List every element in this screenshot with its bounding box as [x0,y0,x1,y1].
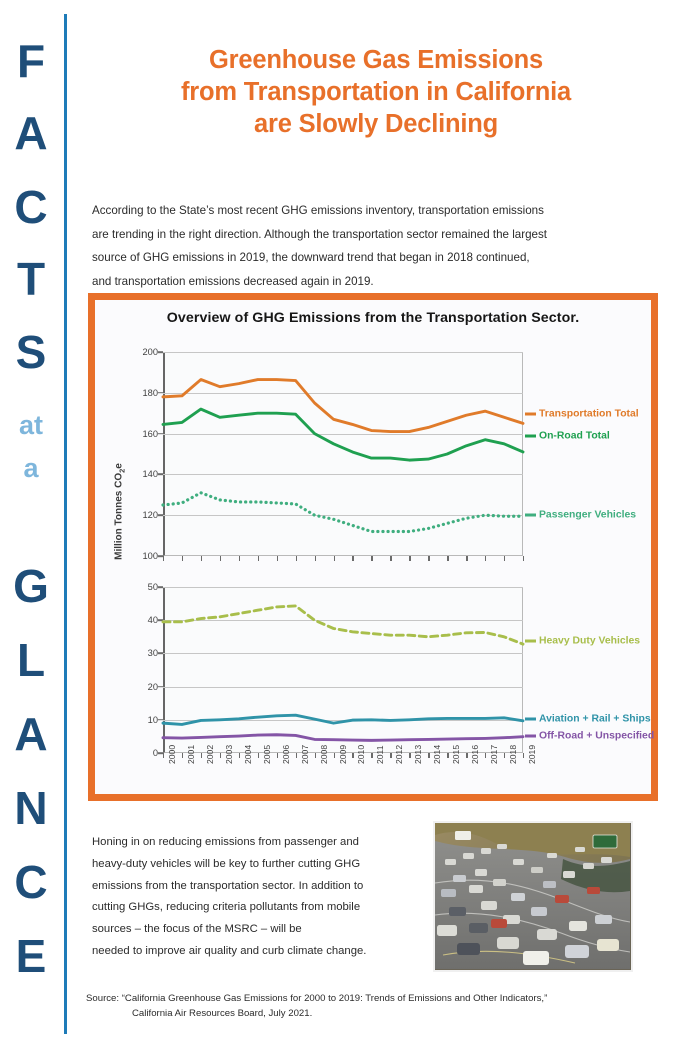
title-line-3: are Slowly Declining [254,110,498,139]
facts-at-a-glance-rail [0,0,84,1047]
y-axis-tick-label: 10 [147,714,158,725]
x-axis-tick-mark [315,556,316,561]
body-line-4: cutting GHGs, reducing criteria pollutants from mobile [92,901,361,914]
x-axis-tick-label: 2018 [508,744,519,764]
rail-letter-c2: C [14,856,48,908]
intro-line-3: source of GHG emissions in 2019, the downward trend that began in 2018 continued, [92,251,530,265]
y-axis-tick-label: 100 [142,551,158,561]
x-axis-tick-mark [447,753,448,758]
y-axis-tick-label: 200 [142,347,158,357]
x-axis-tick-mark [163,753,164,758]
source-line-2: California Air Resources Board, July 2021. [132,1008,313,1020]
x-axis-tick-mark [428,753,429,758]
freeway-traffic-illustration [435,823,630,969]
y-axis-tick-label: 30 [147,648,158,659]
rail-letter-t: T [16,253,46,305]
rail-letter-a2: A [14,708,48,760]
body-paragraph [92,832,422,963]
x-axis-tick-mark [428,556,429,561]
x-axis-tick-mark [504,753,505,758]
rail-letter-f: F [16,35,46,87]
x-axis-tick-mark [466,556,467,561]
x-axis-tick-mark [504,556,505,561]
x-axis-tick-mark [390,556,391,561]
chart-y-axis-title: Million Tonnes $CO_2e$ [113,463,127,560]
legend-label: Transportation Total [539,408,639,420]
body-line-2: heavy-duty vehicles will be key to further cutting GHG [92,857,361,870]
body-line-3: emissions from the transportation sector. In addition to [92,879,364,892]
x-axis-tick-mark [258,556,259,561]
legend-swatch [525,717,536,720]
legend-label: Heavy Duty Vehicles [539,635,641,647]
x-axis-tick-label: 2007 [299,744,310,764]
x-axis-tick-label: 2011 [375,745,386,764]
x-axis-tick-label: 2001 [185,744,196,764]
x-axis-tick-mark [201,753,202,758]
page-title [96,44,656,140]
x-axis-tick-label: 2010 [356,744,367,764]
series-line [163,409,523,460]
lower-plot-area [147,582,655,764]
x-axis-tick-mark [315,753,316,758]
chart-title: Overview of GHG Emissions from the Transportation Sector. [166,310,580,326]
legend-swatch [525,734,536,737]
x-axis-tick-mark [523,753,524,758]
x-axis-tick-label: 2003 [223,744,234,764]
y-axis-tick-label: 140 [142,469,158,480]
x-axis-tick-label: 2008 [318,744,329,764]
y-axis-tick-label: 0 [152,748,158,758]
legend-label: Passenger Vehicles [539,509,637,521]
rail-letter-g: G [13,560,49,612]
body-line-5: sources – the focus of the MSRC – will be [92,923,302,936]
x-axis-tick-mark [466,753,467,758]
series-line [163,735,523,741]
series-layer [163,352,523,556]
rail-letter-c: C [14,181,48,233]
x-axis-tick-mark [182,556,183,561]
x-axis-tick-mark [409,556,410,561]
x-axis-tick-mark [258,753,259,758]
freeway-traffic-photo [433,821,633,972]
body-line-6: needed to improve air quality and curb climate change. [92,944,367,957]
title-line-1: Greenhouse Gas Emissions [209,46,543,74]
x-axis-tick-label: 2014 [432,744,443,764]
legend-swatch [525,434,536,437]
x-axis-tick-mark [523,556,524,561]
x-axis-tick-mark [390,753,391,758]
x-axis-tick-label: 2016 [470,744,481,764]
x-axis-tick-label: 2017 [489,744,500,764]
x-axis-tick-mark [371,556,372,561]
x-axis-tick-mark [277,556,278,561]
x-axis-tick-mark [296,556,297,561]
y-axis-tick-label: 20 [147,681,158,692]
legend-label: Aviation + Rail + Ships [539,713,651,725]
series-line [163,493,523,532]
x-axis-tick-label: 2019 [527,744,537,764]
legend-label: Off-Road + Unspecified [539,730,655,742]
legend-swatch [525,514,536,517]
body-line-1: Honing in on reducing emissions from passenger and [92,836,359,848]
y-axis-tick-label: 40 [147,615,158,626]
series-line [163,715,523,724]
title-line-2: from Transportation in California [180,78,572,107]
legend-swatch [525,413,536,416]
x-axis-tick-label: 2005 [261,744,272,764]
x-axis-tick-mark [163,556,164,561]
x-axis-tick-mark [352,753,353,758]
source-line-1: Source: “California Greenhouse Gas Emissions for 2000 to 2019: Trends of Emissions and Other Indicators,” [86,993,548,1004]
rail-vertical-line [64,14,67,1034]
chart-card [88,293,658,801]
x-axis-tick-label: 2004 [242,744,253,764]
x-axis-tick-mark [485,753,486,758]
rail-word-at: at [18,410,43,440]
series-line [163,380,523,432]
y-axis-tick-label: 50 [147,582,158,592]
x-axis-tick-mark [201,556,202,561]
y-axis-tick-label: 120 [142,510,158,521]
intro-line-4: and transportation emissions decreased again in 2019. [92,274,374,288]
x-axis-tick-label: 2012 [394,744,405,764]
x-axis-tick-mark [182,753,183,758]
legend-label: On-Road Total [539,430,610,442]
intro-line-1: According to the State’s most recent GHG emissions inventory, transportation emissions [92,204,544,217]
x-axis-tick-mark [220,753,221,758]
x-axis-tick-mark [277,753,278,758]
x-axis-tick-label: 2002 [204,744,215,764]
rail-letter-a: A [14,107,48,159]
rail-letter-e: E [15,930,47,982]
x-axis-tick-mark [239,753,240,758]
x-axis-tick-mark [447,556,448,561]
x-axis-tick-mark [296,753,297,758]
rail-letter-l: L [16,634,46,686]
intro-line-2: are trending in the right direction. Although the transportation sector remained the largest [92,227,548,241]
x-axis-tick-label: 2013 [413,744,424,764]
legend-swatch [525,639,536,642]
x-axis-tick-label: 2015 [451,744,462,764]
x-axis-tick-mark [220,556,221,561]
intro-paragraph [92,199,638,293]
y-axis-tick-label: 160 [142,428,158,439]
x-axis-tick-mark [485,556,486,561]
y-axis-tick-label: 180 [142,387,158,398]
x-axis-tick-mark [352,556,353,561]
x-axis-tick-mark [334,753,335,758]
series-line [163,606,523,644]
rail-word-a: a [23,453,39,483]
rail-letter-s: S [15,326,47,378]
x-axis-tick-mark [239,556,240,561]
source-note [86,991,646,1021]
upper-plot-area [142,347,639,561]
x-axis-tick-label: 2000 [167,744,177,764]
x-axis-tick-mark [409,753,410,758]
x-axis-tick-mark [371,753,372,758]
x-axis-tick-mark [334,556,335,561]
x-axis-tick-label: 2006 [280,744,291,764]
rail-letter-n: N [14,782,48,834]
series-layer [163,587,523,753]
x-axis-tick-label: 2009 [337,744,348,764]
